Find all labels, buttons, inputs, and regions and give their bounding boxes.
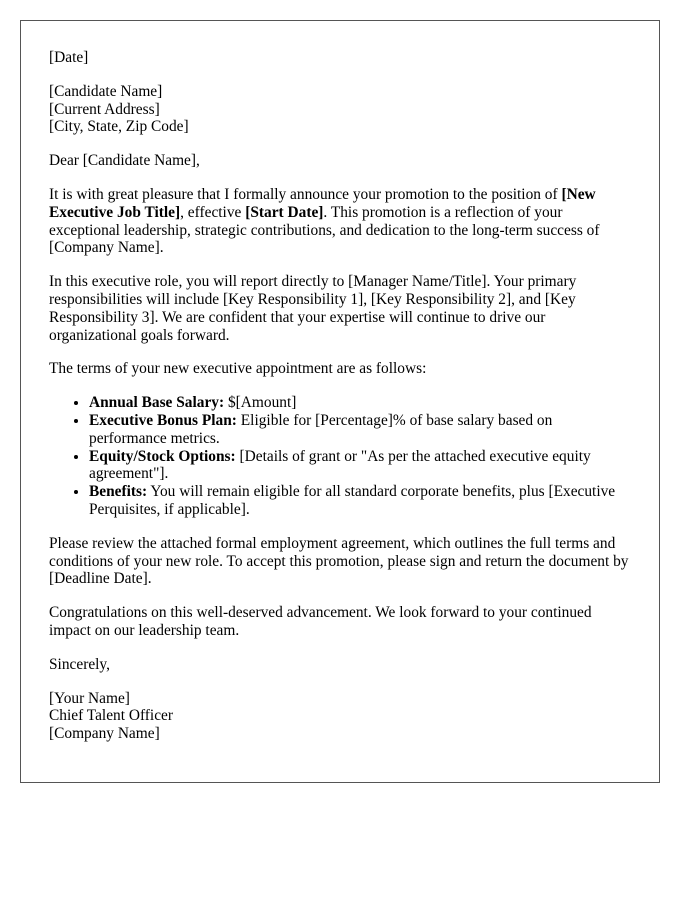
recipient-city-state-zip: [City, State, Zip Code]	[49, 118, 189, 136]
recipient-address: [Current Address]	[49, 100, 160, 118]
promotion-intro-text: It is with great pleasure that I formally announce your promotion to the position of	[49, 185, 562, 203]
start-date: [Start Date]	[245, 203, 324, 221]
recipient-name: [Candidate Name]	[49, 82, 163, 100]
term-item-equity	[89, 448, 631, 484]
term-item-bonus	[89, 412, 631, 448]
letter-date: [Date]	[49, 49, 89, 66]
new-job-title: [New Executive Job Title]	[49, 185, 596, 221]
term-item-salary	[89, 394, 631, 412]
term-label: Executive Bonus Plan:	[89, 411, 237, 429]
closing: Sincerely,	[49, 655, 110, 673]
term-text: You will remain eligible for all standard corporate benefits, plus [Executive Perquisites, if applicable].	[89, 483, 616, 518]
responsibilities-paragraph: In this executive role, you will report directly to [Manager Name/Title]. Your primary responsibilities will include [Key Responsibility 1], [Key Responsibility 2], and [Key Responsibility 3]. We are confident that your expertise will continue to drive our organizational goals forward.	[49, 273, 577, 344]
term-label: Equity/Stock Options:	[89, 447, 236, 465]
terms-list	[49, 394, 631, 519]
term-text: $[Amount]	[224, 394, 297, 412]
term-text: Eligible for [Percentage]% of base salary based on performance metrics.	[89, 411, 553, 447]
signer-name: [Your Name]	[49, 689, 130, 707]
signer-company: [Company Name]	[49, 725, 160, 743]
term-label: Annual Base Salary:	[89, 394, 225, 412]
congratulations-paragraph: Congratulations on this well-deserved advancement. We look forward to your continued impact on our leadership team.	[49, 604, 592, 639]
recipient-address-block	[49, 83, 631, 136]
term-text: [Details of grant or "As per the attached executive equity agreement"].	[89, 447, 591, 483]
terms-intro: The terms of your new executive appointment are as follows:	[49, 360, 427, 378]
term-item-benefits	[89, 483, 631, 519]
signer-title: Chief Talent Officer	[49, 707, 173, 725]
promotion-rest-text: . This promotion is a reflection of your exceptional leadership, strategic contributions, and dedication to the long-term success of [Company Name].	[49, 203, 600, 257]
signature-block	[49, 690, 631, 743]
promotion-paragraph	[49, 186, 631, 257]
salutation: Dear [Candidate Name],	[49, 152, 200, 170]
effective-text: , effective	[180, 203, 246, 221]
agreement-paragraph: Please review the attached formal employment agreement, which outlines the full terms and conditions of your new role. To accept this promotion, please sign and return the document by [Deadline Date].	[49, 534, 629, 588]
term-label: Benefits:	[89, 483, 148, 501]
letter-page	[20, 20, 660, 783]
